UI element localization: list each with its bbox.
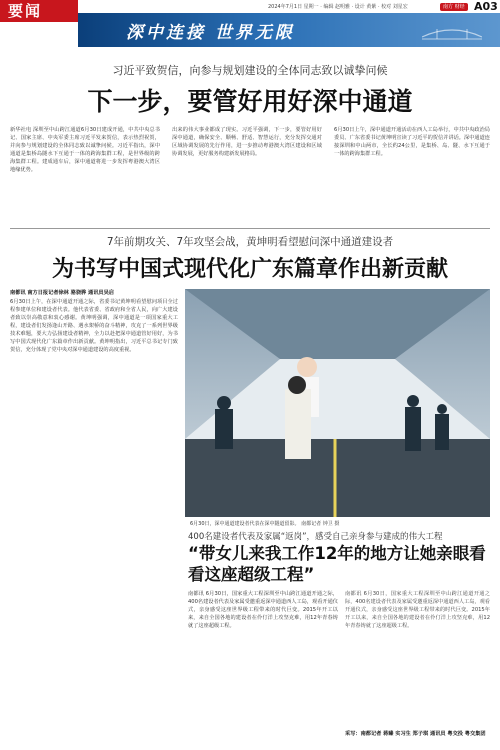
page-number: A03 xyxy=(474,0,498,13)
tunnel-photo-illustration xyxy=(185,289,490,517)
story2-body: 6月30日上午，在深中通道开通之际，省委书记黄坤明看望慰问项目全过程参建单位和建设者代表。他代表省委、省政府和全省人民，向广大建设者致以崇高敬意和衷心感谢。黄坤明强调，深中通道是一项国家重大工程，建设者们发扬逢山开路、遇水架桥的奋斗精神，攻克了一系列世界级技术难题，要大力弘扬建设者精神，全力以赴把深中通道管好用好，为书写中国式现代化广东篇章作出新贡献。黄坤明指出，习近平总书记专门致贺信，充分体现了党中央对深中通道建设的高度重视。 xyxy=(10,299,178,353)
story3-credit: 采写：南都记者 蒋臻 实习生 郑子琪 通讯员 粤交投 粤交集团 xyxy=(345,731,486,737)
topic-banner xyxy=(78,13,500,47)
story2-kicker: 7年前期攻关、7年攻坚会战，黄坤明看望慰问深中通道建设者 xyxy=(106,236,394,248)
story3-continued: 南都讯 6月30日，国家重大工程深圳至中山跨江通道开通之际，400名建设者代表及家属受邀重返深中通道西人工岛，观看开通仪式，亲身感受这座世界级工程带来的时代巨变。2015年开工以来，来自全国各地的建设者在伶仃洋上攻坚克难，用12年青春铸就了这座超级工程。 xyxy=(345,591,490,629)
story2-byline: 南都讯 南方日报记者徐林 骆骁骅 通讯员吴启 xyxy=(10,290,114,296)
bridge-deco-icon xyxy=(422,19,482,41)
story3-kicker: 400名建设者代表及家属“返岗”，感受自己亲身参与建成的伟大工程 xyxy=(188,532,443,542)
construction-photo xyxy=(185,289,490,517)
story1-column-3: 6月30日上午，深中通道开通活动在西人工岛举行，中共中央政治局委员、广东省委书记黄坤明宣读了习近平的贺信并讲话。深中通道连接深圳和中山两市，全长约24公里，是集桥、岛、隧、水下互通于一体的跨海集群工程。 xyxy=(334,127,490,157)
banner-title: 深中连接 世界无限 xyxy=(126,23,295,43)
photo-caption: 6月30日，深中通道建设者代表在深中隧道留影。 南都记者 钟卫 摄 xyxy=(190,521,340,527)
story3-body: 南都讯 6月30日，国家重大工程深圳至中山跨江通道开通之际，400名建设者代表及家属受邀重返深中通道西人工岛，观看开通仪式，亲身感受这座世界级工程带来的时代巨变。2015年开工以来，来自全国各地的建设者在伶仃洋上攻坚克难，用12年青春铸就了这座超级工程。 xyxy=(188,591,338,629)
story1-column-1: 新华社电 深圳至中山跨江通道6月30日建成开通，中共中央总书记、国家主席、中央军委主席习近平发来贺信，表示热烈祝贺，并向参与规划建设的全体同志致以诚挚问候。习近平指出，深中通道是集桥岛隧水下互通于一体的跨海集群工程，是世界级的跨海集群工程。建成通车后，深中通道将进一步发挥粤港澳大湾区地缘优势。 xyxy=(10,127,160,173)
story1-column-2: 出来的伟大事业都成了现实。习近平强调，下一步，要管好用好深中通道，确保安全、顺畅、舒适、智慧运行，充分发挥交通对区域协调发展的先行作用，进一步推动粤港澳大湾区建设和区域协调发展，更好服务构建新发展格局。 xyxy=(172,127,322,157)
brand-badge: 南方 财经 xyxy=(440,3,468,11)
story1-kicker: 习近平致贺信，向参与规划建设的全体同志致以诚挚问候 xyxy=(112,64,388,77)
story2-headline: 为书写中国式现代化广东篇章作出新贡献 xyxy=(51,257,448,282)
divider xyxy=(10,228,490,229)
dateline: 2024年7月1日 星期一 · 编辑 赵明雅 · 设计 黄紫 · 校对 刘星宏 xyxy=(268,4,408,10)
story3-headline: “带女儿来我工作12年的地方让她亲眼看看这座超级工程” xyxy=(188,544,486,584)
section-name: 要闻 xyxy=(0,0,78,22)
story1-headline: 下一步，要管好用好深中通道 xyxy=(87,87,413,116)
